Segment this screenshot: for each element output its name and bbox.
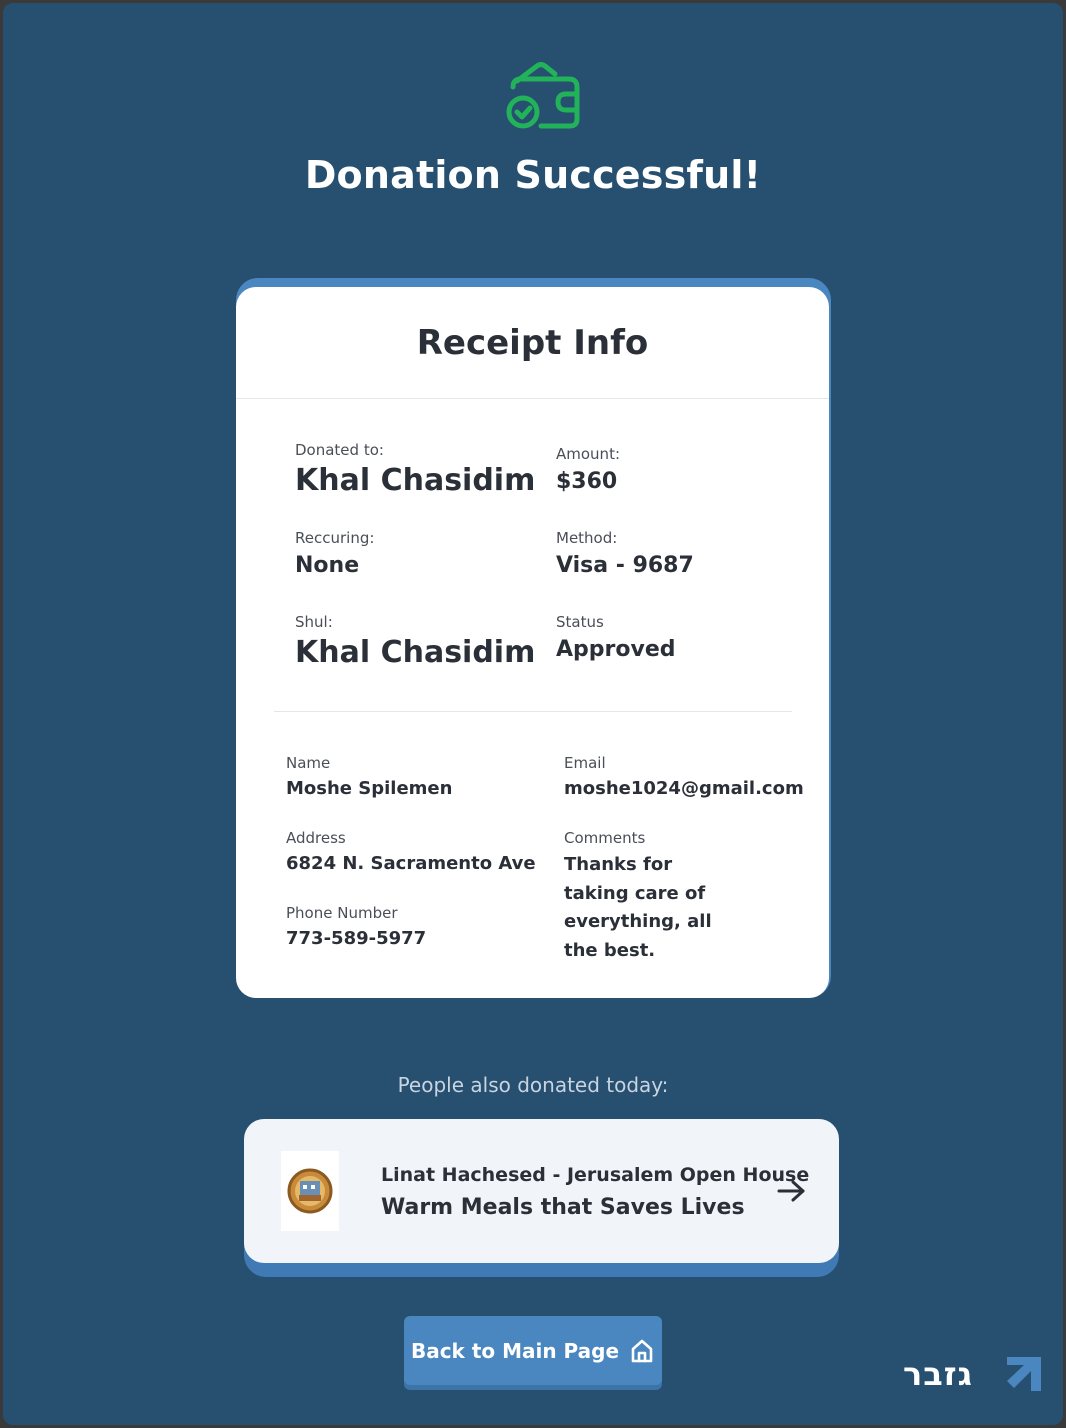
status-field [556,613,676,662]
receipt-title: Receipt Info [416,322,649,363]
wallet-check-icon [503,57,587,133]
receipt-card [236,287,829,998]
amount-field [556,445,620,494]
phone-field [286,904,426,949]
method-field [556,529,694,578]
organization-logo [281,1151,339,1231]
page-frame [3,3,1063,1425]
comments-value: Thanks for taking care of everything, all the best. [564,854,712,961]
receipt-header [236,287,829,399]
recommendation-organization: Linat Hachesed - Jerusalem Open House [381,1164,810,1186]
arrow-up-right-icon [1005,1357,1041,1391]
phone-label: Phone Number [286,904,398,922]
comments-label: Comments [564,829,646,847]
address-value: 6824 N. Sacramento Ave [286,853,536,874]
status-value: Approved [556,637,676,662]
receipt-divider [274,711,792,712]
recommendation-campaign: Warm Meals that Saves Lives [381,1195,745,1220]
home-icon [629,1338,655,1364]
email-field [564,754,804,799]
name-field [286,754,452,799]
comments-field [564,829,714,965]
page-title: Donation Successful! [304,153,762,197]
method-label: Method: [556,529,618,547]
name-value: Moshe Spilemen [286,778,453,799]
email-value: moshe1024@gmail.com [564,778,804,799]
phone-value: 773-589-5977 [286,928,427,949]
shul-label: Shul: [295,613,333,631]
name-label: Name [286,754,331,772]
recurring-field [295,529,374,578]
status-label: Status [556,613,604,631]
address-field [286,829,536,874]
recurring-label: Reccuring: [295,529,375,547]
shul-field [295,613,535,670]
also-donated-heading: People also donated today: [397,1073,669,1097]
arrow-right-icon[interactable] [776,1179,806,1203]
amount-value: $360 [556,469,618,494]
recurring-value: None [295,553,360,578]
method-value: Visa - 9687 [556,553,694,578]
donated-to-value: Khal Chasidim [295,463,536,498]
back-button-label: Back to Main Page [410,1338,620,1363]
recommendation-card[interactable] [244,1119,839,1263]
address-label: Address [286,829,346,847]
back-to-main-button[interactable] [404,1316,662,1385]
shul-value: Khal Chasidim [295,635,536,670]
donated-to-label: Donated to: [295,441,384,459]
amount-label: Amount: [556,445,620,463]
organization-logo-emblem [281,1151,339,1231]
donated-to-field [295,441,535,498]
brand-name: גזבר [903,1355,973,1393]
brand-logo [903,1355,1043,1393]
email-label: Email [564,754,606,772]
